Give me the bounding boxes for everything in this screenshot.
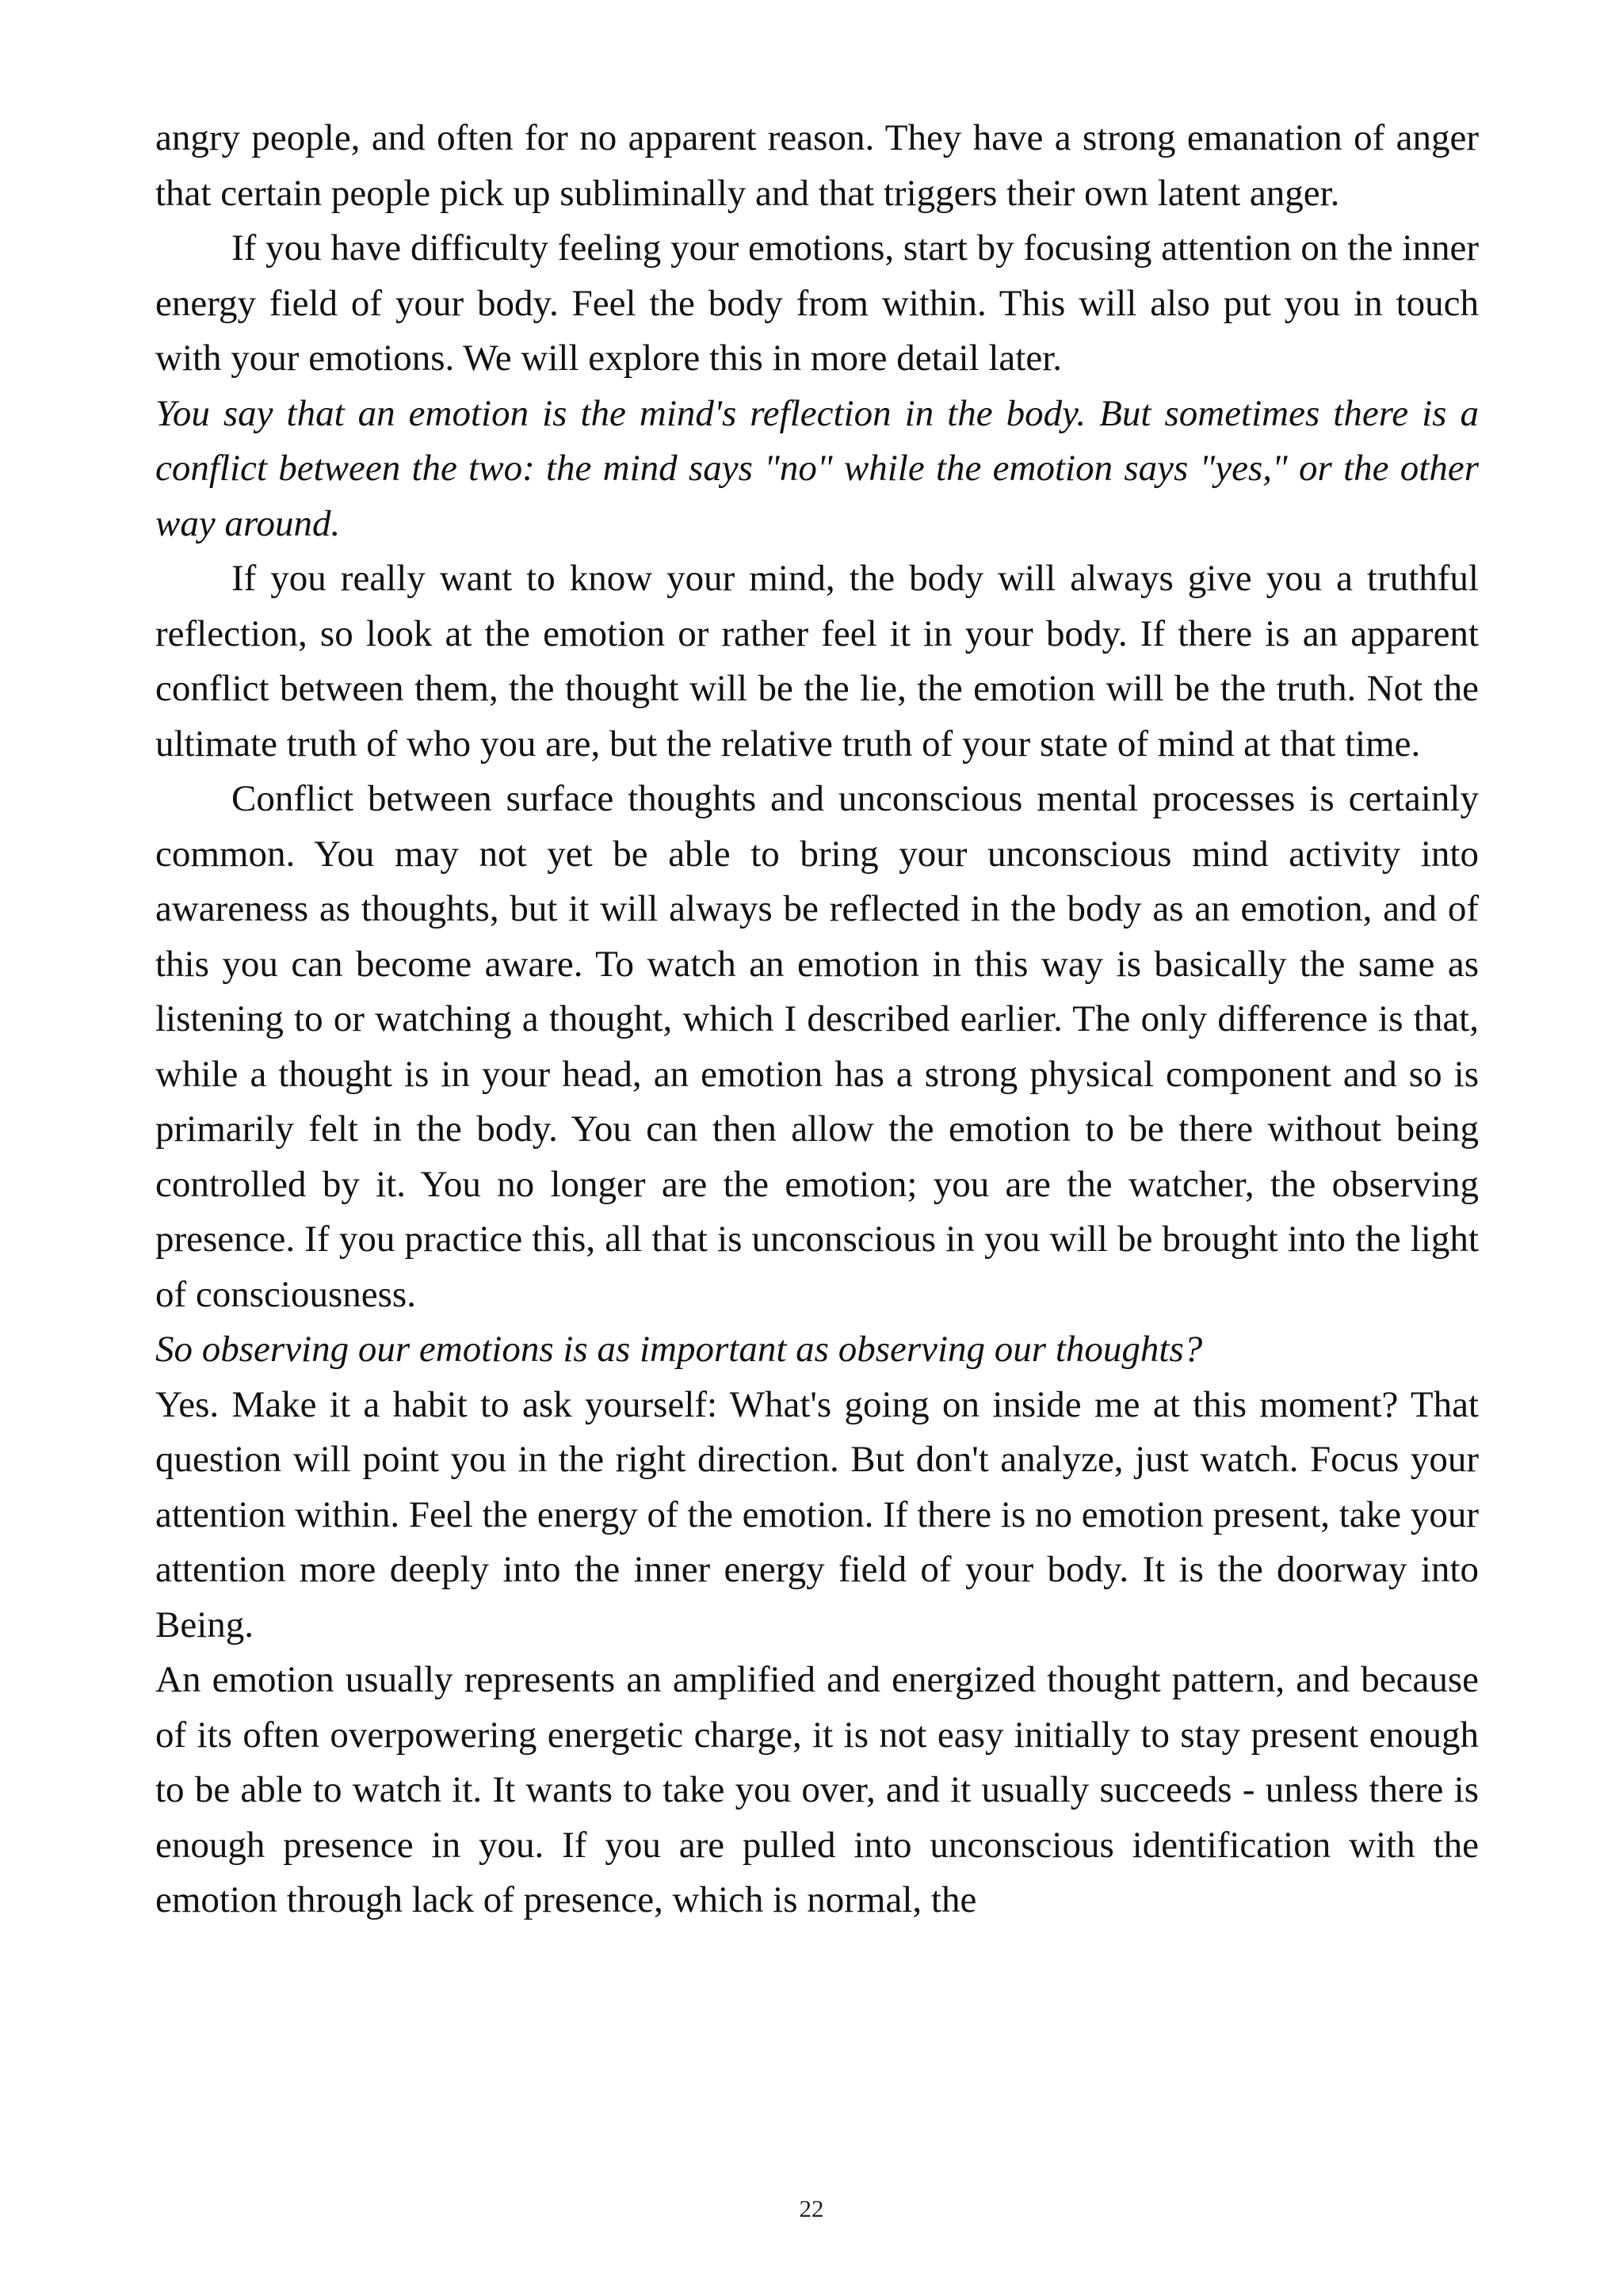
paragraph: Conflict between surface thoughts and unconscious mental processes is certainly common. You may not yet be able to bring your unconscious mind activity into awareness as thoughts, but it will always be reflected in the body as an emotion, and of this you can become aware. To watch an emotion in this way is basically the same as listening to or watching a thought, which I described earlier. The only difference is that, while a thought is in your head, an emotion has a strong physical component and so is primarily felt in the body. You can then allow the emotion to be there without being controlled by it. You no longer are the emotion; you are the watcher, the observing presence. If you practice this, all that is unconscious in you will be brought into the light of consciousness.: [155, 778, 1479, 1315]
paragraph: If you really want to know your mind, the body will always give you a truthful reflection, so look at the emotion or rather feel it in your body. If there is an apparent conflict between them, the thought will be the lie, the emotion will be the truth. Not the ultimate truth of who you are, but the relative truth of your state of mind at that time.: [155, 558, 1479, 765]
paragraph: An emotion usually represents an amplified and energized thought pattern, and because of its often overpowering energetic charge, it is not easy initially to stay present enough to be able to watch it. It wants to take you over, and it usually succeeds - unless there is enough presence in you. If you are pulled into unconscious identification with the emotion through lack of presence, which is normal, the: [155, 1659, 1479, 1920]
paragraph: If you have difficulty feeling your emotions, start by focusing attention on the inner energy field of your body. Feel the body from within. This will also put you in touch with your emotions. We will explore this in more detail later.: [155, 227, 1479, 379]
question-paragraph: So observing our emotions is as important as observing our thoughts?: [155, 1329, 1203, 1370]
paragraph: Yes. Make it a habit to ask yourself: What's going on inside me at this moment? That question will point you in the right direction. But don't analyze, just watch. Focus your attention within. Feel the energy of the emotion. If there is no emotion present, take your attention more deeply into the inner energy field of your body. It is the doorway into Being.: [155, 1383, 1479, 1646]
paragraph-continued: angry people, and often for no apparent reason. They have a strong emanation of anger that certain people pick up subliminally and that triggers their own latent anger.: [155, 117, 1479, 214]
body-text: [155, 111, 1479, 1928]
page-number: 22: [799, 2195, 824, 2222]
question-paragraph: You say that an emotion is the mind's reflection in the body. But sometimes there is a conflict between the two: the mind says "no" while the emotion says "yes," or the other way around.: [155, 392, 1479, 544]
